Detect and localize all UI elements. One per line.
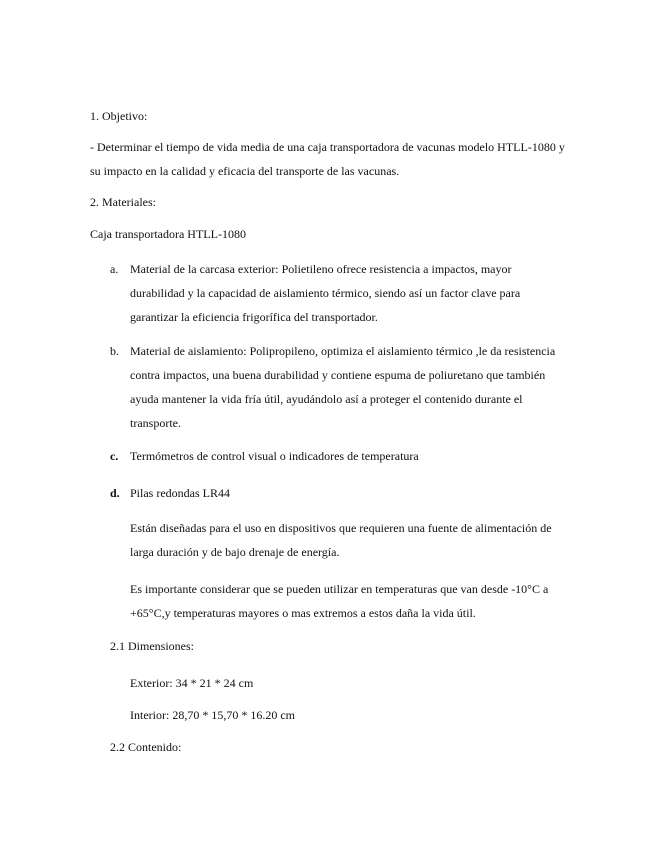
dimension-exterior: Exterior: 34 * 21 * 24 cm	[130, 676, 254, 690]
section-2-2-heading: 2.2 Contenido:	[110, 740, 182, 754]
list-marker: a.	[110, 262, 119, 276]
list-marker: d.	[110, 486, 120, 500]
list-item-text: Pilas redondas LR44	[130, 486, 230, 500]
objective-paragraph: - Determinar el tiempo de vida media de una caja transportadora de vacunas modelo HTLL-1080 y su impacto en la calidad y eficacia del transporte de las vacunas.	[90, 140, 565, 178]
box-title: Caja transportadora HTLL-1080	[90, 227, 246, 241]
list-item-text: Material de aislamiento: Polipropileno, optimiza el aislamiento térmico ,le da resistencia contra impactos, una buena durabilidad y contiene espuma de poliuretano que también ayuda mantener la vida fría útil, ayudándolo así a proteger el contenido durante el transporte.	[130, 344, 556, 430]
dimension-interior: Interior: 28,70 * 15,70 * 16.20 cm	[130, 708, 295, 722]
list-marker: c.	[110, 449, 119, 463]
batteries-paragraph-1: Están diseñadas para el uso en dispositivos que requieren una fuente de alimentación de larga duración y de bajo drenaje de energía.	[130, 521, 552, 559]
section-2-1-heading: 2.1 Dimensiones:	[110, 639, 194, 653]
batteries-paragraph-2: Es importante considerar que se pueden utilizar en temperaturas que van desde -10°C a +65°C,y temperaturas mayores o mas extremos a estos daña la vida útil.	[130, 582, 549, 620]
list-marker: b.	[110, 344, 119, 358]
section-2-heading: 2. Materiales:	[90, 195, 156, 209]
list-item-text: Material de la carcasa exterior: Polietileno ofrece resistencia a impactos, mayor durabilidad y la capacidad de aislamiento térmico, siendo así un factor clave para garantizar la eficiencia frigorífica del transportador.	[130, 262, 521, 324]
section-1-heading: 1. Objetivo:	[90, 109, 148, 123]
list-item-text: Termómetros de control visual o indicadores de temperatura	[130, 449, 419, 463]
